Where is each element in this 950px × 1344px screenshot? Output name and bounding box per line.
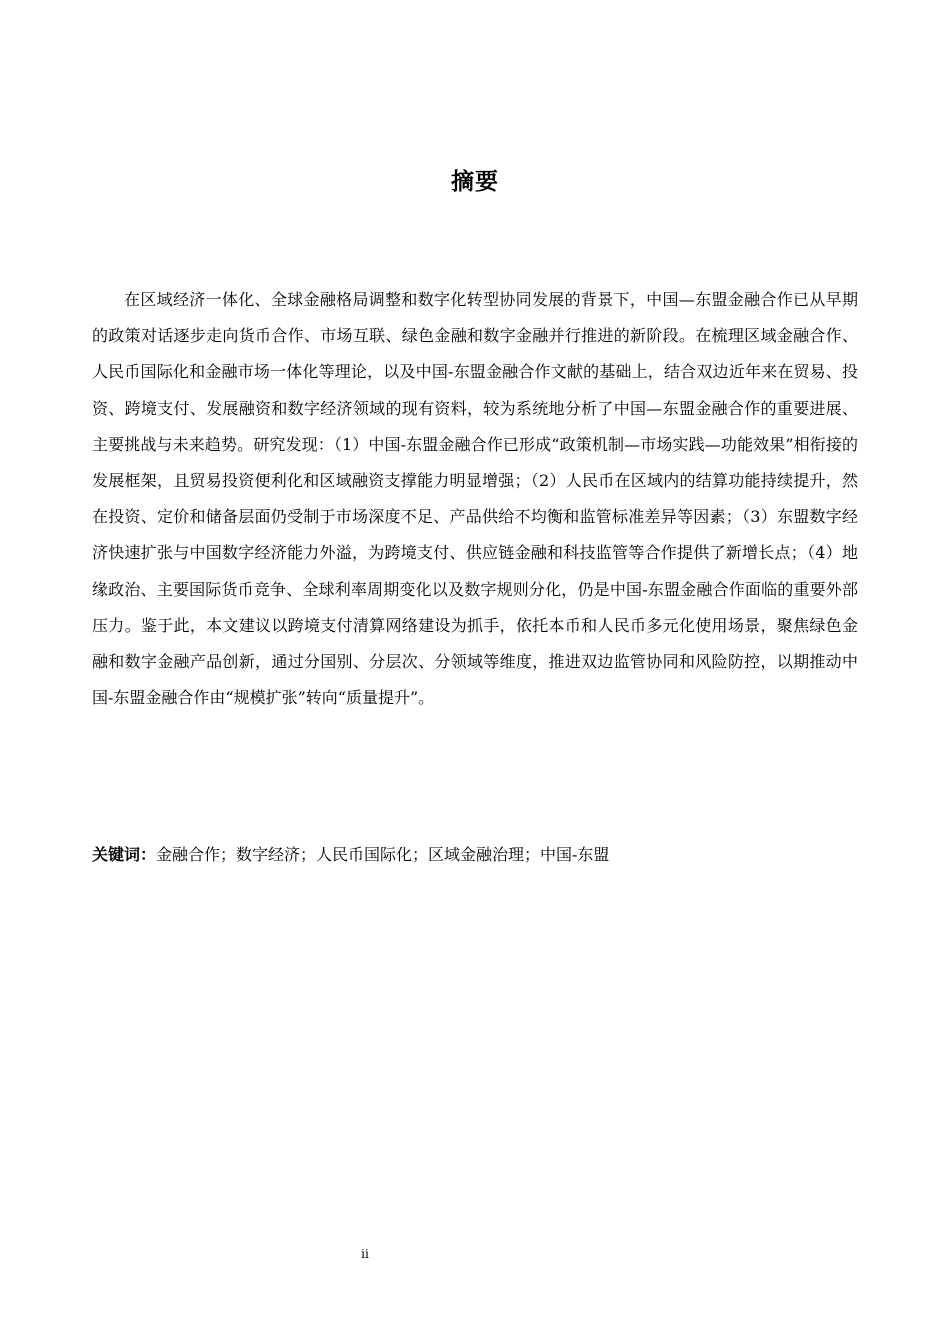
page-number: ii: [361, 1247, 369, 1261]
abstract-title: 摘要: [451, 169, 499, 195]
keywords-label: 关键词：: [92, 845, 157, 864]
keywords-text: 金融合作；数字经济；人民币国际化；区域金融治理；中国-东盟: [156, 845, 610, 864]
keywords-line: [92, 840, 858, 870]
abstract-body: 在区域经济一体化、全球金融格局调整和数字化转型协同发展的背景下，中国—东盟金融合作已从早期的政策对话逐步走向货币合作、市场互联、绿色金融和数字金融并行推进的新阶段。在梳理区域金融合作、人民币国际化和金融市场一体化等理论，以及中国-东盟金融合作文献的基础上，结合双边近年来在贸易、投资、跨境支付、发展融资和数字经济领域的现有资料，较为系统地分析了中国—东盟金融合作的重要进展、主要挑战与未来趋势。研究发现：（1）中国-东盟金融合作已形成“政策机制—市场实践—功能效果”相衔接的发展框架，且贸易投资便利化和区域融资支撑能力明显增强；（2）人民币在区域内的结算功能持续提升，然在投资、定价和储备层面仍受制于市场深度不足、产品供给不均衡和监管标准差异等因素；（3）东盟数字经济快速扩张与中国数字经济能力外溢，为跨境支付、供应链金融和科技监管等合作提供了新增长点；（4）地缘政治、主要国际货币竞争、全球利率周期变化以及数字规则分化，仍是中国-东盟金融合作面临的重要外部压力。鉴于此，本文建议以跨境支付清算网络建设为抓手，依托本币和人民币多元化使用场景，聚焦绿色金融和数字金融产品创新，通过分国别、分层次、分领域等维度，推进双边监管协同和风险防控，以期推动中国-东盟金融合作由“规模扩张”转向“质量提升”。: [92, 290, 858, 708]
